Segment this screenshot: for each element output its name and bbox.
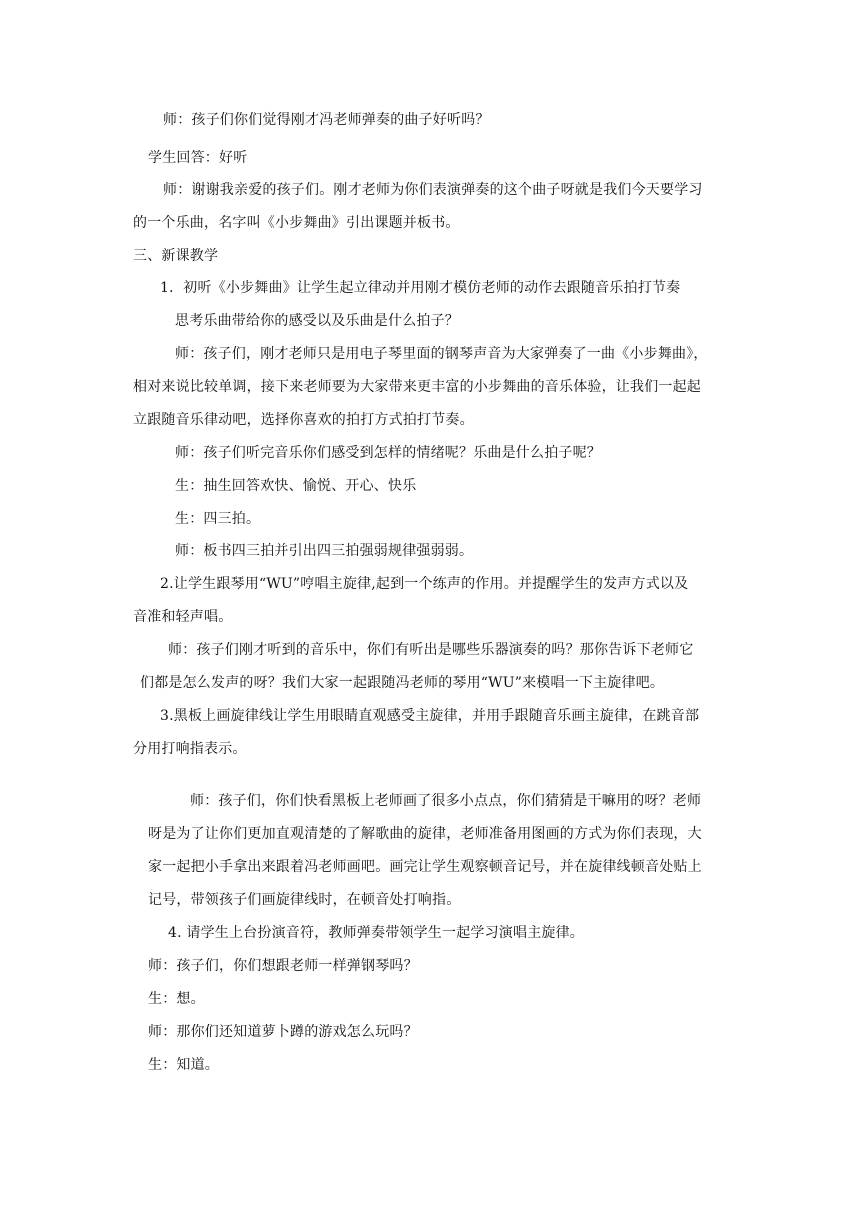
list-item: 4. 请学生上台扮演音符，教师弹奏带领学生一起学习演唱主旋律。 xyxy=(168,925,585,941)
list-item: 2.让学生跟琴用“WU”哼唱主旋律,起到一个练声的作用。并提醒学生的发声方式以及 xyxy=(160,576,689,592)
text-line: 生：四三拍。 xyxy=(175,511,261,527)
text-line: 师：板书四三拍并引出四三拍强弱规律强弱弱。 xyxy=(175,543,474,559)
list-item: 1．初听《小步舞曲》让学生起立律动并用刚才模仿老师的动作去跟随音乐拍打节奏 xyxy=(160,280,681,296)
list-item: 3.黑板上画旋律线让学生用眼睛直观感受主旋律，并用手跟随音乐画主旋律，在跳音部 xyxy=(160,708,700,724)
text-line: 生：抽生回答欢快、愉悦、开心、快乐 xyxy=(175,478,417,494)
text-line: 师：孩子们听完音乐你们感受到怎样的情绪呢？乐曲是什么拍子呢？ xyxy=(175,445,601,461)
text-line: 师：孩子们，你们快看黑板上老师画了很多小点点，你们猜猜是干嘛用的呀？老师 xyxy=(190,793,702,809)
text-line: 思考乐曲带给你的感受以及乐曲是什么拍子？ xyxy=(175,313,459,329)
text-line: 呀是为了让你们更加直观清楚的了解歌曲的旋律，老师准备用图画的方式为你们表现，大 xyxy=(148,826,702,842)
text-line: 师：孩子们你们觉得刚才冯老师弹奏的曲子好听吗？ xyxy=(163,112,490,128)
section-heading: 三、新课教学 xyxy=(133,248,219,264)
text-line: 们都是怎么发声的呀？我们大家一起跟随冯老师的琴用“WU”来模唱一下主旋律吧。 xyxy=(140,675,665,691)
text-line: 音准和轻声唱。 xyxy=(133,609,233,625)
text-line: 的一个乐曲，名字叫《小步舞曲》引出课题并板书。 xyxy=(133,215,460,231)
text-line: 学生回答：好听 xyxy=(148,150,248,166)
text-line: 分用打响指表示。 xyxy=(133,741,247,757)
text-line: 家一起把小手拿出来跟着冯老师画吧。画完让学生观察顿音记号，并在旋律线顿音处贴上 xyxy=(148,859,702,875)
text-line: 相对来说比较单调，接下来老师要为大家带来更丰富的小步舞曲的音乐体验，让我们一起起 xyxy=(133,379,701,395)
text-line: 师：孩子们，刚才老师只是用电子琴里面的钢琴声音为大家弹奏了一曲《小步舞曲》， xyxy=(175,346,708,362)
text-line: 记号，带领孩子们画旋律线时，在顿音处打响指。 xyxy=(148,892,461,908)
text-line: 立跟随音乐律动吧，选择你喜欢的拍打方式拍打节奏。 xyxy=(133,412,474,428)
text-line: 师：孩子们，你们想跟老师一样弹钢琴吗？ xyxy=(148,958,418,974)
text-line: 师：谢谢我亲爱的孩子们。刚才老师为你们表演弹奏的这个曲子呀就是我们今天要学习 xyxy=(163,182,703,198)
text-line: 生：想。 xyxy=(148,991,205,1007)
text-line: 生：知道。 xyxy=(148,1057,219,1073)
text-line: 师：那你们还知道萝卜蹲的游戏怎么玩吗？ xyxy=(148,1024,418,1040)
text-line: 师：孩子们刚才听到的音乐中，你们有听出是哪些乐器演奏的吗？那你告诉下老师它 xyxy=(168,642,694,658)
